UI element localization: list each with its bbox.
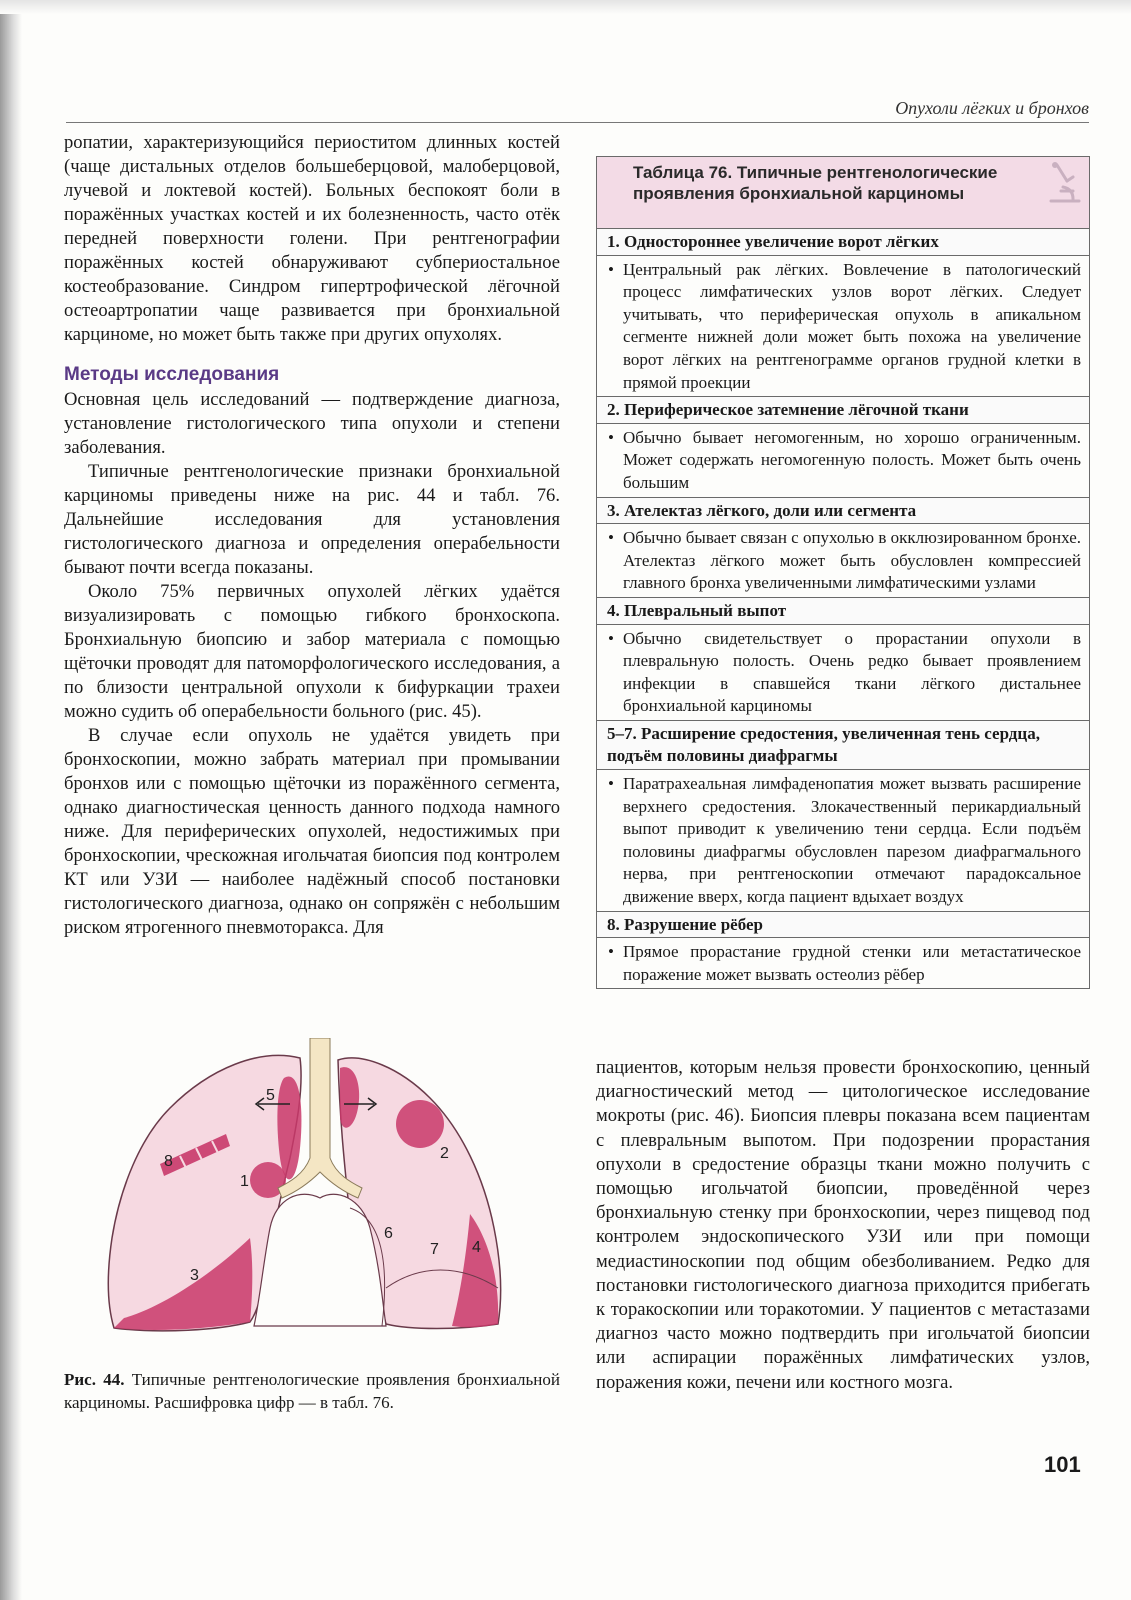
left-column [64, 131, 560, 940]
header-rule [66, 122, 1089, 123]
page-number: 101 [1044, 1452, 1081, 1477]
left-paragraph-3: Типичные рентгенологические признаки бронхиальной карциномы приведены ниже на рис. 44 и табл. 76. Дальнейшие исследования для установления гистологического диагноза и определения операбельности бывают почти всегда показаны. [64, 461, 560, 578]
section-heading: Методы исследования [64, 364, 280, 385]
figure-label-6: 6 [384, 1225, 393, 1242]
table-row-head: 4. Плевральный выпот [597, 598, 1089, 625]
figure-label-4: 4 [472, 1239, 481, 1256]
figure-label-3: 3 [190, 1267, 199, 1284]
figure-caption [64, 1368, 560, 1414]
table-row-head: 2. Периферическое затемнение лёгочной ткани [597, 397, 1089, 424]
lesion-2 [396, 1100, 444, 1148]
running-head: Опухоли лёгких и бронхов [895, 98, 1089, 118]
table-row-head: 5–7. Расширение средостения, увеличенная тень сердца, подъём половины диафрагмы [597, 721, 1089, 770]
table-row-head: 3. Ателектаз лёгкого, доли или сегмента [597, 498, 1089, 525]
table-row-body: • Прямое прорастание грудной стенки или метастатическое поражение может вызвать остеолиз рёбер [597, 938, 1089, 988]
table-title-bar [597, 157, 1089, 229]
table-row-body: • Обычно свидетельствует о прорастании опухоли в плевральную полость. Очень редко бывает проявлением инфекции в спавшейся ткани лёгкого дистальнее бронхиальной карциномы [597, 625, 1089, 721]
left-paragraph-5: В случае если опухоль не удаётся увидеть при бронхоскопии, можно забрать материал при промывании бронхов или с помощью щёточки из поражённого сегмента, однако диагностическая ценность данного подхода намного ниже. Для периферических опухолей, недостижимых при бронхоскопии, чрескожная игольчатая биопсия под контролем КТ или УЗИ — наиболее надёжный способ постановки гистологического диагноза, однако он сопряжён с небольшим риском ятрогенного пневмоторакса. Для [64, 725, 560, 938]
table-76 [596, 156, 1090, 989]
figure-label-1: 1 [240, 1173, 249, 1190]
left-paragraph-2: Основная цель исследований — подтверждение диагноза, установление гистологического типа опухоли и степени заболевания. [64, 389, 560, 458]
figure-label-5: 5 [266, 1087, 275, 1104]
table-row-body: • Обычно бывает связан с опухолью в окклюзированном бронхе. Ателектаз лёгкого может быть обусловлен компрессией главного бронха увеличенными лимфатическими узлами [597, 524, 1089, 598]
caption-text: Типичные рентгенологические проявления бронхиальной карциномы. Расшифровка цифр — в табл. 76. [64, 1370, 560, 1412]
table-row-body: • Центральный рак лёгких. Вовлечение в патологический процесс лимфатических узлов ворот лёгких. Следует учитывать, что периферическая опухоль в апикальном сегменте нижней доли может быть похожа на увеличение ворот лёгких на рентгенограмме органов грудной клетки в прямой проекции [597, 256, 1089, 398]
table-row-body: • Паратрахеальная лимфаденопатия может вызвать расширение верхнего средостения. Злокачественный перикардиальный выпот приводит к увеличению тени сердца. Если подъём половины диафрагмы обусловлен парезом диафрагмального нерва, при рентгеноскопии отмечают парадоксальное движение вверх, когда пациент вдыхает воздух [597, 770, 1089, 912]
table-title: Таблица 76. Типичные рентгенологические проявления бронхиальной карциномы [633, 163, 998, 203]
lung-diagram-figure [100, 1038, 540, 1358]
figure-label-2: 2 [440, 1145, 449, 1162]
lesion-5 [277, 1076, 301, 1179]
table-row-body: • Обычно бывает негомогенным, но хорошо ограниченным. Может содержать негомогенную полость. Может быть очень большим [597, 424, 1089, 498]
left-paragraph-1: ропатии, характеризующийся периоститом длинных костей (чаще дистальных отделов большеберцовой, малоберцовой, лучевой и локтевой костей). Больных беспокоят боли в поражённых участках костей и их болезненность, часто отёк передней поверхности голени. При рентгенографии поражённых костей обнаруживают субпериостальное костеобразование. Синдром гипертрофической лёгочной остеоартропатии чаще развивается при бронхиальной карциноме, но может быть также при других опухолях. [64, 132, 560, 345]
top-shadow [0, 0, 1131, 14]
table-row-head: 8. Разрушение рёбер [597, 912, 1089, 939]
figure-label-7: 7 [430, 1241, 439, 1258]
table-row-head: 1. Одностороннее увеличение ворот лёгких [597, 229, 1089, 256]
caption-label: Рис. 44. [64, 1370, 125, 1389]
left-paragraph-4: Около 75% первичных опухолей лёгких удаётся визуализировать с помощью гибкого бронхоскопа. Бронхиальную биопсию и забор материала с помощью щёточки проводят для патоморфологического исследования, а по близости центральной опухоли к бифуркации трахеи можно судить об операбельности больного (рис. 45). [64, 581, 560, 722]
figure-label-8: 8 [164, 1153, 173, 1170]
right-column-text: пациентов, которым нельзя провести бронхоскопию, ценный диагностический метод — цитологическое исследование мокроты (рис. 46). Биопсия плевры показана всем пациентам с плевральным выпотом. При подозрении прорастания опухоли в средостение образцы ткани можно получить с помощью игольчатой биопсии, проведённой через бронхиальную стенку при бронхоскопии, через пищевод под контролем эндоскопического УЗИ или при помощи медиастиноскопии под общим обезболиванием. Редко для постановки гистологического диагноза приходится прибегать к торакоскопии или торакотомии. У пациентов с метастазами диагноз часто можно подтвердить при игольчатой биопсии или аспирации поражённых лимфатических узлов, поражения кожи, печени или костного мозга. [596, 1057, 1090, 1393]
microscope-icon [1043, 161, 1083, 205]
binding-shadow [0, 0, 22, 1600]
